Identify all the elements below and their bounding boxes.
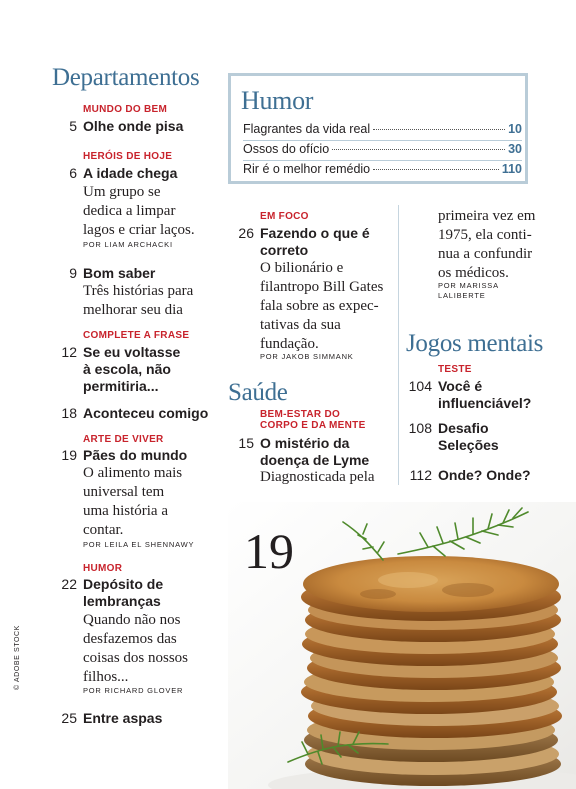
article-headline[interactable]: Desafio Seleções [438,420,499,453]
humor-item[interactable] [243,142,522,156]
article-headline[interactable]: Pães do mundo [83,447,188,463]
article-headline[interactable]: Aconteceu comigo [83,405,209,421]
article-description: Três histórias para melhorar seu dia [83,283,194,318]
article-description-continued: primeira vez em 1975, ela conti- nua a confundir os médicos. [438,208,536,281]
divider [243,140,522,141]
pancake-stack-illustration [228,502,576,789]
byline: POR JAKOB SIMMANK [260,352,354,361]
humor-item-label: Ossos do ofício [243,142,330,156]
humor-item-page: 110 [501,162,522,176]
humor-item-page: 30 [508,142,522,156]
leader-dots [332,149,505,150]
photo-page-number: 19 [244,523,294,579]
page-number: 12 [61,344,77,360]
leader-dots [373,169,499,170]
category-label: HERÓIS DE HOJE [83,151,173,162]
article-description: Quando não nos desfazemos das coisas dos nossos filhos... [83,612,189,685]
saude-title: Saúde [228,379,288,406]
category-label: EM FOCO [260,211,309,222]
category-label: MUNDO DO BEM [83,104,168,115]
byline: POR LIAM ARCHACKI [83,240,173,249]
byline: POR LEILA EL SHENNAWY [83,540,195,549]
page-number: 104 [408,378,432,394]
article-headline[interactable]: Se eu voltasse à escola, não permitiria... [83,344,181,394]
article-description: Diagnosticada pela [260,469,375,485]
category-label: COMPLETE A FRASE [83,330,190,341]
category-label: TESTE [438,364,472,375]
humor-title: Humor [241,86,314,115]
page-number: 26 [238,225,254,241]
page-number: 18 [61,405,77,421]
page-number: 6 [69,165,77,181]
page-number: 5 [69,118,77,134]
category-label: ARTE DE VIVER [83,434,164,445]
article-headline[interactable]: Você é influenciável? [438,378,532,411]
article-headline[interactable]: Depósito de lembranças [83,576,164,609]
page-number: 25 [61,710,77,726]
column-divider [398,205,399,485]
divider [243,160,522,161]
page-number: 108 [408,420,432,436]
humor-box [228,73,528,184]
article-headline[interactable]: Fazendo o que é correto [260,225,370,258]
jogos-title: Jogos mentais [406,330,544,357]
byline: POR RICHARD GLOVER [83,686,184,695]
pancake-layers [301,556,562,786]
category-label: HUMOR [83,563,123,574]
article-headline[interactable]: Olhe onde pisa [83,118,184,134]
article-headline[interactable]: Bom saber [83,265,156,281]
page-number: 19 [61,447,77,463]
humor-item[interactable] [243,162,522,176]
leader-dots [373,129,505,130]
category-label: BEM-ESTAR DO CORPO E DA MENTE [260,409,366,431]
humor-item-label: Rir é o melhor remédio [243,162,371,176]
article-headline[interactable]: A idade chega [83,165,178,181]
article-description: Um grupo se dedica a limpar lagos e criar laços. [83,184,195,238]
photo-credit: © ADOBE STOCK [14,625,21,690]
article-description: O bilionário e filantropo Bill Gates fala sobre as expec- tativas da sua fundação. [260,260,384,352]
article-headline[interactable]: O mistério da doença de Lyme [260,435,370,468]
page-number: 112 [409,467,432,483]
page-number: 22 [61,576,77,592]
humor-item[interactable] [243,122,522,136]
page-number: 15 [238,435,254,451]
pancakes-photo[interactable] [228,502,576,789]
byline: POR MARISSA LALIBERTE [438,281,499,300]
page-number: 9 [69,265,77,281]
departamentos-title: Departamentos [52,64,200,91]
humor-item-page: 10 [508,122,522,136]
article-headline[interactable]: Onde? Onde? [438,467,531,483]
article-headline[interactable]: Entre aspas [83,710,163,726]
article-description: O alimento mais universal tem uma história a contar. [83,465,183,538]
humor-item-label: Flagrantes da vida real [243,122,371,136]
